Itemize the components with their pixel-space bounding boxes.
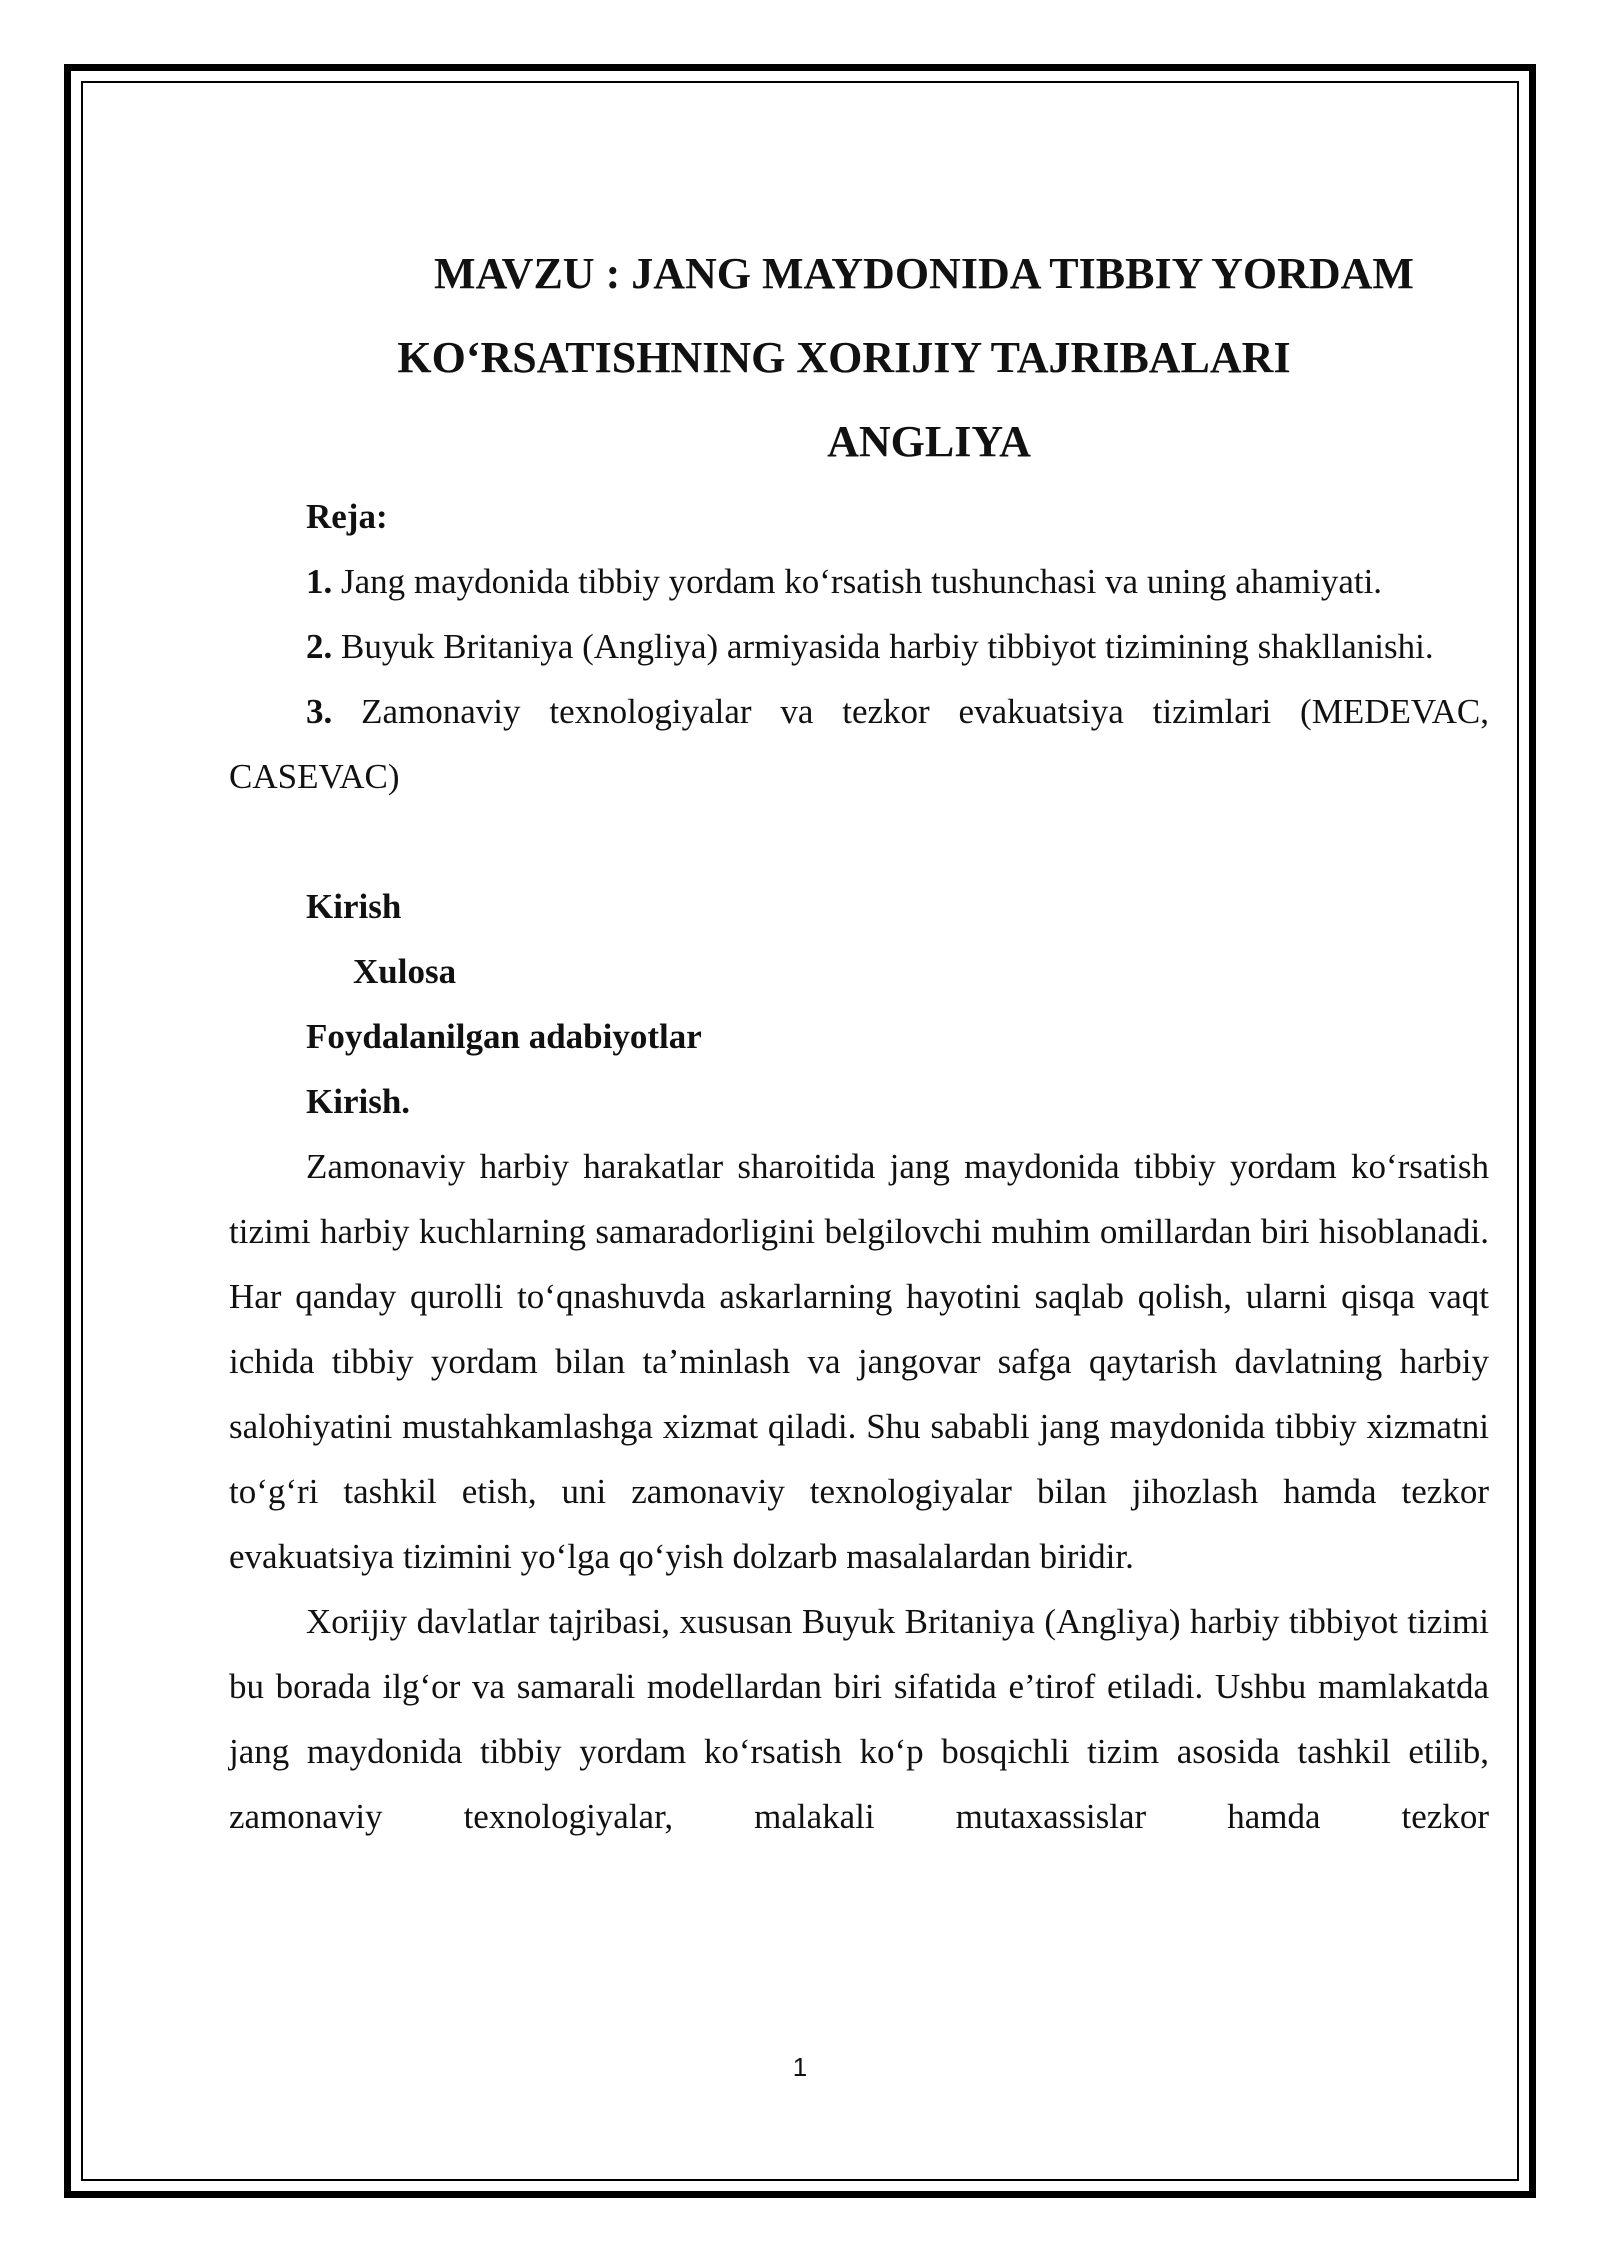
toc-conclusion: Xulosa [353,952,457,991]
page-number: 1 [792,2052,808,2082]
plan-item-3 [229,679,1489,809]
toc-references: Foydalanilgan adabiyotlar [306,1017,702,1056]
document-title [229,232,1489,484]
plan-item-number: 1. [306,562,333,601]
plan-item-2 [229,614,1489,679]
intro-paragraph-2: Xorijiy davlatlar tajribasi, xususan Buyuk Britaniya (Angliya) harbiy tibbiyot tizimi bu borada ilg‘or va samarali modellardan biri sifatida e’tirof etiladi. Ushbu mamlakatda jang maydonida tibbiy yordam ko‘rsatish ko‘p bosqichli tizim asosida tashkil etilib, zamonaviy texnologiyalar, malakali mutaxassislar hamda tezkor [229,1602,1489,1836]
title-line-2: KO‘RSATISHNING XORIJIY TAJRIBALARI [397,333,1291,382]
title-line-1: MAVZU : JANG MAYDONIDA TIBBIY YORDAM [434,249,1414,298]
plan-item-text: Buyuk Britaniya (Angliya) armiyasida harbiy tibbiyot tizimining shakllanishi. [332,627,1434,666]
intro-heading: Kirish. [306,1082,411,1121]
plan-item-text: Zamonaviy texnologiyalar va tezkor evakuatsiya tizimlari (MEDEVAC, CASEVAC) [229,692,1489,796]
spacer [229,809,1489,874]
document-body [229,232,1489,1849]
intro-paragraph-1: Zamonaviy harbiy harakatlar sharoitida jang maydonida tibbiy yordam ko‘rsatish tizimi harbiy kuchlarning samaradorligini belgilovchi muhim omillardan biri hisoblanadi. Har qanday qurolli to‘qnashuvda askarlarning hayotini saqlab qolish, ularni qisqa vaqt ichida tibbiy yordam bilan ta’minlash va jangovar safga qaytarish davlatning harbiy salohiyatini mustahkamlashga xizmat qiladi. Shu sababli jang maydonida tibbiy xizmatni to‘g‘ri tashkil etish, uni zamonaviy texnologiyalar bilan jihozlash hamda tezkor evakuatsiya tizimini yo‘lga qo‘yish dolzarb masalalardan biridir. [229,1147,1489,1576]
plan-item-1 [229,549,1489,614]
plan-item-number: 2. [306,627,333,666]
toc-intro: Kirish [306,887,402,926]
title-line-3: ANGLIYA [827,417,1031,466]
plan-item-text: Jang maydonida tibbiy yordam ko‘rsatish tushunchasi va uning ahamiyati. [332,562,1383,601]
plan-item-number: 3. [306,692,333,731]
plan-heading: Reja: [306,497,388,536]
